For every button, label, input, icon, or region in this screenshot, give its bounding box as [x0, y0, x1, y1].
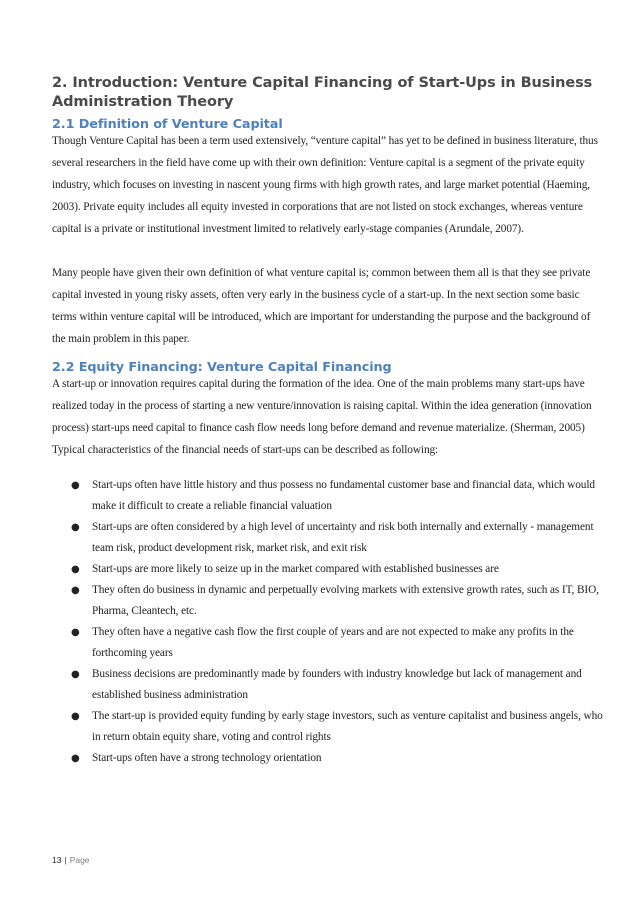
list-item-text: They often do business in dynamic and perpetually evolving markets with extensive growth rates, such as IT, BIO, Pharma, Cleantech, etc.	[92, 584, 599, 617]
bullet-icon: ●	[71, 711, 80, 722]
list-item	[52, 622, 604, 664]
equity-financing-paragraph: A start-up or innovation requires capital during the formation of the idea. One of the main problems many start-ups have realized today in the process of starting a new venture/innovation is raising capital. Within the idea generation (innovation process) start-ups need capital to finance cash flow needs long before demand and revenue materialize. (Sherman, 2005) Typical characteristics of the financial needs of start-ups can be described as following:	[52, 378, 592, 456]
list-item	[52, 580, 604, 622]
list-item-text: Start-ups are often considered by a high level of uncertainty and risk both internally and externally - management team risk, product development risk, market risk, and exit risk	[92, 521, 594, 554]
list-item-text: Business decisions are predominantly made by founders with industry knowledge but lack of management and established business administration	[92, 668, 582, 701]
footer-separator: |	[64, 855, 67, 865]
list-item	[52, 706, 604, 748]
bullet-icon: ●	[71, 585, 80, 596]
section-heading-equity-financing: 2.2 Equity Financing: Venture Capital Financing	[52, 360, 392, 375]
list-item	[52, 517, 604, 559]
section-heading-definition: 2.1 Definition of Venture Capital	[52, 117, 283, 132]
list-item-text: Start-ups often have little history and thus possess no fundamental customer base and financial data, which would make it difficult to create a reliable financial valuation	[92, 479, 595, 512]
page-number: 13	[52, 855, 62, 865]
page-label: Page	[69, 855, 90, 865]
list-item-text: They often have a negative cash flow the first couple of years and are not expected to make any profits in the forthcoming years	[92, 626, 574, 659]
bullet-icon: ●	[71, 627, 80, 638]
page-footer	[52, 855, 90, 865]
bullet-icon: ●	[71, 480, 80, 491]
definition-paragraph-2: Many people have given their own definition of what venture capital is; common between them all is that they see private capital invested in young risky assets, often very early in the business cycle of a start-up. In the next section some basic terms within venture capital will be introduced, which are important for understanding the purpose and the background of the main problem in this paper.	[52, 267, 591, 345]
list-item	[52, 748, 604, 769]
characteristics-list	[52, 475, 604, 769]
bullet-icon: ●	[71, 564, 80, 575]
list-item	[52, 475, 604, 517]
list-item-text: Start-ups often have a strong technology orientation	[92, 752, 322, 764]
list-item-text: Start-ups are more likely to seize up in the market compared with established businesses are	[92, 563, 499, 575]
page-content	[52, 74, 604, 769]
definition-paragraph-1: Though Venture Capital has been a term used extensively, “venture capital” has yet to be defined in business literature, thus several researchers in the field have come up with their own definition: Venture capital is a segment of the private equity industry, which focuses on investing in nascent young firms with high growth rates, and large market potential (Haeming, 2003). Private equity includes all equity invested in corporations that are not listed on stock exchanges, whereas venture capital is a private or institutional investment limited to relatively early-stage companies (Arundale, 2007).	[52, 135, 598, 235]
bullet-icon: ●	[71, 522, 80, 533]
list-item-text: The start-up is provided equity funding by early stage investors, such as venture capitalist and business angels, who in return obtain equity share, voting and control rights	[92, 710, 603, 743]
bullet-icon: ●	[71, 753, 80, 764]
list-item	[52, 559, 604, 580]
list-item	[52, 664, 604, 706]
chapter-heading: 2. Introduction: Venture Capital Financing of Start-Ups in Business Administration Theory	[52, 75, 593, 110]
bullet-icon: ●	[71, 669, 80, 680]
